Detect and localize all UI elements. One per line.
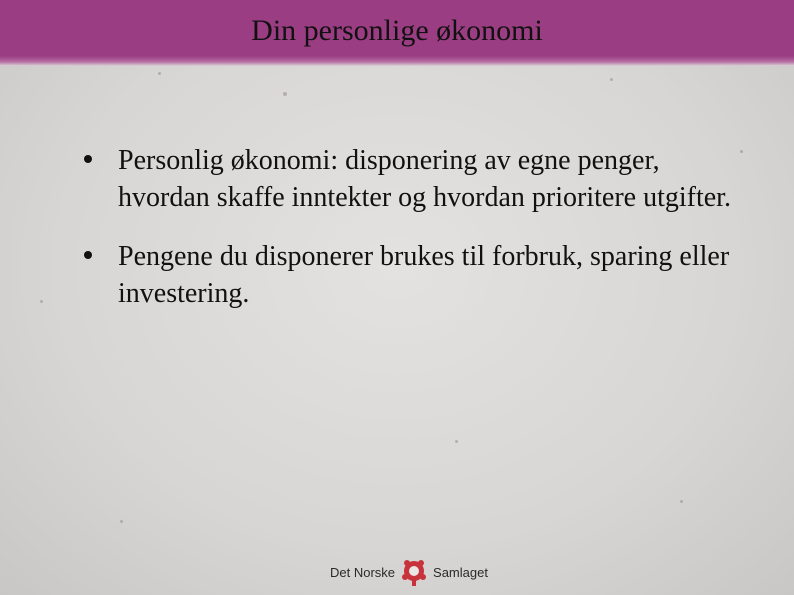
samlaget-emblem-icon xyxy=(399,557,429,587)
slide-title: Din personlige økonomi xyxy=(251,14,543,47)
texture-speck xyxy=(40,300,43,303)
texture-speck xyxy=(610,78,613,81)
bullet-text: Personlig økonomi: disponering av egne penger, hvordan skaffe inntekter og hvordan prioritere utgifter. xyxy=(118,145,731,213)
bullet-text: Pengene du disponerer brukes til forbruk, sparing eller investering. xyxy=(118,241,730,309)
bullet-item xyxy=(84,142,744,216)
texture-speck xyxy=(283,92,287,96)
texture-speck xyxy=(158,72,161,75)
logo-right-text: Samlaget xyxy=(433,564,488,580)
texture-speck xyxy=(120,520,123,523)
texture-speck xyxy=(680,500,683,503)
bullet-list xyxy=(84,142,744,334)
bullet-item xyxy=(84,238,744,312)
publisher-logo xyxy=(330,552,488,592)
bullet-dot-icon xyxy=(84,251,92,259)
bullet-dot-icon xyxy=(84,155,92,163)
texture-speck xyxy=(455,440,458,443)
logo-left-text: Det Norske xyxy=(330,564,396,580)
